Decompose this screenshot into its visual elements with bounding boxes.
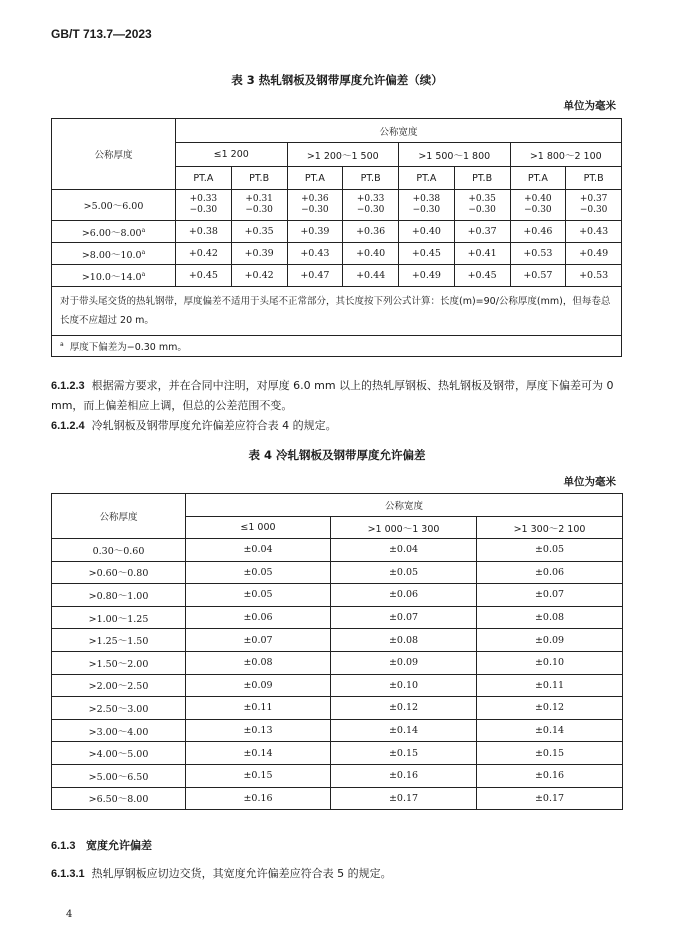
table3-value-cell [399, 190, 455, 221]
table4-unit: 单位为毫米 [563, 476, 616, 488]
standard-number: GB/T 713.7—2023 [51, 27, 152, 41]
table3 [51, 118, 622, 357]
table3-class-header: PT.A [510, 167, 566, 190]
table-row [52, 243, 622, 265]
table3-value-cell: +0.46 [510, 221, 566, 243]
table3-class-header: PT.A [399, 167, 455, 190]
table3-width-header: >1 500～1 800 [399, 143, 511, 167]
clause-number: 6.1.2.4 [51, 420, 85, 432]
table-row [52, 606, 623, 629]
table4-value-cell: ±0.08 [331, 629, 477, 652]
table3-value-cell: +0.49 [399, 265, 455, 287]
table4-thickness-cell: 0.30～0.60 [52, 539, 186, 562]
table4-value-cell: ±0.06 [186, 606, 331, 629]
table3-value-cell: +0.38 [176, 221, 232, 243]
upper-tolerance: +0.33 [356, 194, 385, 204]
para-6-1-2-3 [51, 376, 626, 416]
table3-row-header: 公称厚度 [52, 119, 176, 190]
table-row [52, 697, 623, 720]
table3-value-cell: +0.39 [287, 221, 343, 243]
table4-value-cell: ±0.08 [186, 651, 331, 674]
para-6-1-2-4 [51, 416, 626, 436]
footnote-mark: a [141, 248, 146, 256]
table4-value-cell: ±0.04 [331, 539, 477, 562]
table3-class-header: PT.A [176, 167, 232, 190]
table4-thickness-cell: >4.00～5.00 [52, 742, 186, 765]
clause-number: 6.1.3.1 [51, 868, 85, 880]
table3-class-header: PT.A [287, 167, 343, 190]
table4-value-cell: ±0.09 [186, 674, 331, 697]
table4-width-header: >1 300～2 100 [477, 517, 623, 539]
table4-value-cell: ±0.05 [477, 539, 623, 562]
table3-value-cell [454, 190, 510, 221]
table3-value-cell: +0.45 [454, 265, 510, 287]
table3-value-cell: +0.35 [231, 221, 287, 243]
table4-value-cell: ±0.07 [477, 584, 623, 607]
table3-value-cell: +0.57 [510, 265, 566, 287]
clause-text: 冷轧钢板及钢带厚度允许偏差应符合表 4 的规定。 [91, 419, 337, 432]
table3-footnote [52, 336, 622, 357]
upper-tolerance: +0.38 [412, 194, 441, 204]
table-row [52, 561, 623, 584]
table4-value-cell: ±0.09 [477, 629, 623, 652]
table4-value-cell: ±0.16 [477, 764, 623, 787]
clause-text: 热轧厚钢板应切边交货，其宽度允许偏差应符合表 5 的规定。 [91, 867, 392, 880]
table3-value-cell: +0.36 [343, 221, 399, 243]
table-row [52, 265, 622, 287]
clause-number: 6.1.2.3 [51, 380, 85, 392]
table3-value-cell: +0.40 [399, 221, 455, 243]
section-title: 宽度允许偏差 [85, 839, 152, 852]
table4-value-cell: ±0.06 [331, 584, 477, 607]
table3-caption: 表 3 热轧钢板及钢带厚度允许偏差（续） [231, 73, 443, 87]
lower-tolerance: −0.30 [468, 205, 496, 215]
table3-width-header: >1 800～2 100 [510, 143, 622, 167]
table3-thickness-cell [52, 190, 176, 221]
table4-value-cell: ±0.14 [331, 719, 477, 742]
table4-value-cell: ±0.05 [186, 561, 331, 584]
table4-thickness-cell: >1.25～1.50 [52, 629, 186, 652]
table3-group-header: 公称宽度 [176, 119, 622, 143]
table4-value-cell: ±0.15 [186, 764, 331, 787]
upper-tolerance: +0.35 [468, 194, 496, 204]
table4 [51, 493, 623, 810]
table-row [52, 629, 623, 652]
table3-class-header: PT.B [231, 167, 287, 190]
table4-thickness-cell: >2.00～2.50 [52, 674, 186, 697]
table4-value-cell: ±0.17 [331, 787, 477, 810]
table3-value-cell: +0.53 [510, 243, 566, 265]
clause-number: 6.1.3 [51, 840, 76, 852]
table3-class-header: PT.B [566, 167, 622, 190]
lower-tolerance: −0.30 [301, 205, 329, 215]
table4-thickness-cell: >6.50～8.00 [52, 787, 186, 810]
table4-value-cell: ±0.15 [477, 742, 623, 765]
table3-value-cell [343, 190, 399, 221]
upper-tolerance: +0.37 [579, 194, 608, 204]
table4-value-cell: ±0.05 [186, 584, 331, 607]
para-6-1-3-1 [51, 864, 626, 884]
table3-thickness-cell [52, 243, 176, 265]
upper-tolerance: +0.40 [524, 194, 552, 204]
table3-value-cell: +0.37 [454, 221, 510, 243]
table-row [52, 539, 623, 562]
table3-value-cell [176, 190, 232, 221]
footnote-mark: a [141, 226, 146, 234]
table3-value-cell: +0.42 [176, 243, 232, 265]
table4-value-cell: ±0.12 [331, 697, 477, 720]
table3-value-cell [566, 190, 622, 221]
thickness-label: >5.00～6.00 [83, 201, 144, 212]
table4-thickness-cell: >0.60～0.80 [52, 561, 186, 584]
table-row [52, 764, 623, 787]
table3-value-cell: +0.40 [343, 243, 399, 265]
table3-value-cell: +0.45 [399, 243, 455, 265]
table3-value-cell: +0.42 [231, 265, 287, 287]
table3-value-cell: +0.53 [566, 265, 622, 287]
page-number: 4 [66, 909, 73, 920]
table3-width-header: ≤1 200 [176, 143, 288, 167]
table3-class-header: PT.B [343, 167, 399, 190]
upper-tolerance: +0.36 [301, 194, 329, 204]
table4-value-cell: ±0.14 [186, 742, 331, 765]
thickness-label: >8.00～10.0 [81, 249, 142, 261]
table4-width-header: >1 000～1 300 [331, 517, 477, 539]
table4-value-cell: ±0.07 [186, 629, 331, 652]
table3-value-cell [510, 190, 566, 221]
table4-width-header: ≤1 000 [186, 517, 331, 539]
table4-value-cell: ±0.12 [477, 697, 623, 720]
table3-width-header: >1 200～1 500 [287, 143, 399, 167]
table4-value-cell: ±0.11 [186, 697, 331, 720]
table3-class-header: PT.B [454, 167, 510, 190]
upper-tolerance: +0.33 [189, 194, 218, 204]
table3-footnote-text: 厚度下偏差为−0.30 mm。 [69, 342, 187, 353]
table4-value-cell: ±0.05 [331, 561, 477, 584]
table4-value-cell: ±0.06 [477, 561, 623, 584]
table4-thickness-cell: >2.50～3.00 [52, 697, 186, 720]
table4-thickness-cell: >0.80～1.00 [52, 584, 186, 607]
table4-value-cell: ±0.13 [186, 719, 331, 742]
table-row [52, 584, 623, 607]
table3-value-cell: +0.43 [566, 221, 622, 243]
table4-value-cell: ±0.16 [331, 764, 477, 787]
clause-text: 根据需方要求，并在合同中注明，对厚度 6.0 mm 以上的热轧厚钢板、热轧钢板及钢带，厚度下偏差可为 0 mm，而上偏差相应上调，但总的公差范围不变。 [51, 379, 614, 412]
table4-value-cell: ±0.16 [186, 787, 331, 810]
table-row [52, 651, 623, 674]
lower-tolerance: −0.30 [356, 205, 385, 215]
table4-value-cell: ±0.11 [477, 674, 623, 697]
table-row [52, 719, 623, 742]
table3-footnote-mark: a [60, 340, 64, 348]
table3-value-cell: +0.41 [454, 243, 510, 265]
table3-note: 对于带头尾交货的热轧钢带，厚度偏差不适用于头尾不正常部分，其长度按下列公式计算：长度(m)=90/公称厚度(mm)，但每卷总长度不应超过 20 m。 [52, 287, 622, 336]
thickness-label: >10.0～14.0 [81, 271, 142, 283]
lower-tolerance: −0.30 [245, 205, 273, 215]
table4-value-cell: ±0.14 [477, 719, 623, 742]
lower-tolerance: −0.30 [412, 205, 441, 215]
lower-tolerance: −0.30 [189, 205, 218, 215]
table3-thickness-cell [52, 265, 176, 287]
table4-value-cell: ±0.08 [477, 606, 623, 629]
table4-value-cell: ±0.10 [331, 674, 477, 697]
table3-value-cell: +0.45 [176, 265, 232, 287]
table4-value-cell: ±0.04 [186, 539, 331, 562]
table3-value-cell: +0.39 [231, 243, 287, 265]
table-row [52, 787, 623, 810]
table-row [52, 674, 623, 697]
upper-tolerance: +0.31 [245, 194, 273, 204]
table3-value-cell: +0.49 [566, 243, 622, 265]
table4-value-cell: ±0.09 [331, 651, 477, 674]
table3-value-cell: +0.47 [287, 265, 343, 287]
section-6-1-3-heading [51, 836, 626, 856]
table4-thickness-cell: >5.00～6.50 [52, 764, 186, 787]
table4-thickness-cell: >1.50～2.00 [52, 651, 186, 674]
table-row [52, 190, 622, 221]
table3-unit: 单位为毫米 [563, 100, 616, 112]
lower-tolerance: −0.30 [579, 205, 608, 215]
table4-group-header: 公称宽度 [186, 494, 623, 517]
table4-value-cell: ±0.15 [331, 742, 477, 765]
table-row [52, 221, 622, 243]
footnote-mark: a [141, 270, 146, 278]
thickness-label: >6.00～8.00 [81, 227, 142, 239]
table4-caption: 表 4 冷轧钢板及钢带厚度允许偏差 [248, 448, 426, 462]
table3-value-cell [231, 190, 287, 221]
table3-value-cell: +0.44 [343, 265, 399, 287]
table4-row-header: 公称厚度 [52, 494, 186, 539]
table4-value-cell: ±0.17 [477, 787, 623, 810]
table4-value-cell: ±0.10 [477, 651, 623, 674]
table3-value-cell: +0.43 [287, 243, 343, 265]
table3-thickness-cell [52, 221, 176, 243]
table3-value-cell [287, 190, 343, 221]
table-row [52, 742, 623, 765]
lower-tolerance: −0.30 [524, 205, 552, 215]
table4-thickness-cell: >3.00～4.00 [52, 719, 186, 742]
table4-value-cell: ±0.07 [331, 606, 477, 629]
table4-thickness-cell: >1.00～1.25 [52, 606, 186, 629]
